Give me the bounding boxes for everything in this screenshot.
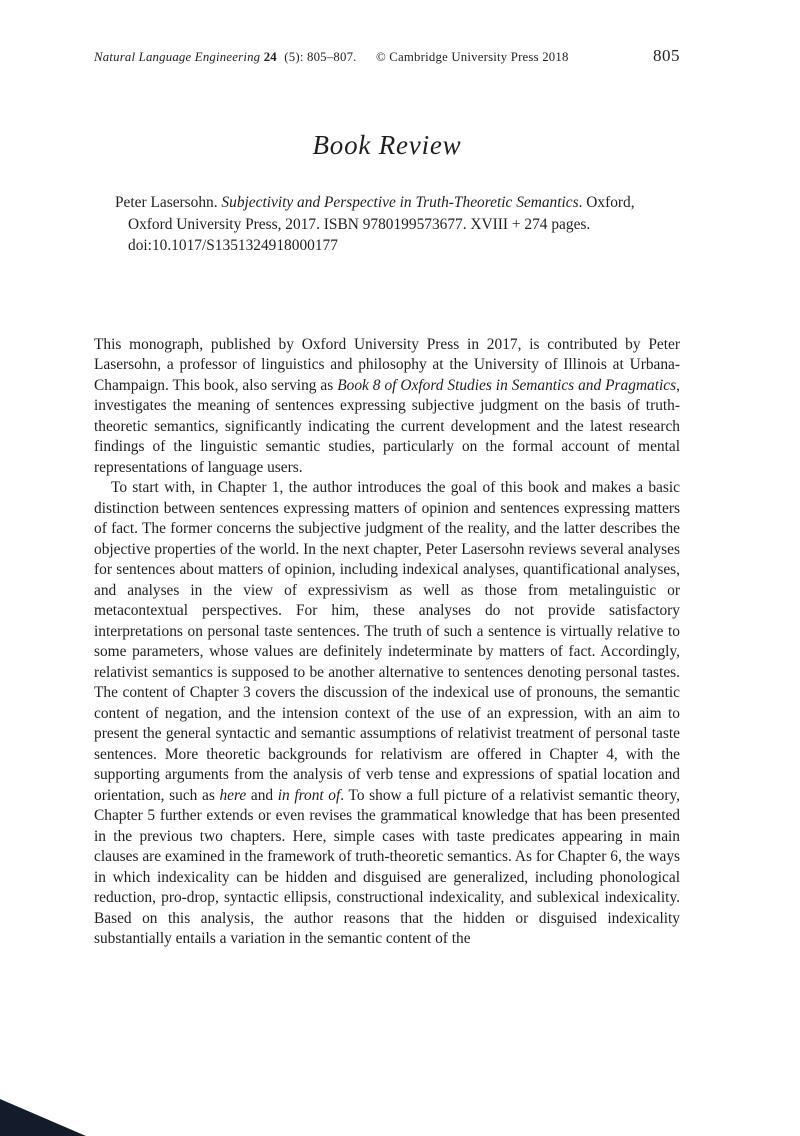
- copyright-notice: © Cambridge University Press 2018: [375, 50, 569, 64]
- journal-citation-line: [94, 50, 569, 65]
- journal-name: Natural Language Engineering: [94, 50, 261, 64]
- article-title: Book Review: [312, 130, 462, 160]
- text-segment: To start with, in Chapter 1, the author introduces the goal of this book and makes a basic distinction between sentences expressing matters of opinion and sentences expressing matters of fact. The former concerns the subjective judgment of the reality, and the latter describes the objective properties of the world. In the next chapter, Peter Lasersohn reviews several analyses for sentences about matters of opinion, including indexical analyses, quantificational analyses, and analyses in the view of expressivism as well as those from metalinguistic or metacontextual perspectives. For him, these analyses do not provide satisfactory interpretations on personal taste sentences. The truth of such a sentence is virtually relative to some parameters, whose values are definitely indeterminate by matters of fact. Accordingly, relativist semantics is supposed to be another alternative to sentences denoting personal tastes. The content of Chapter 3 covers the discussion of the indexical use of pronouns, the semantic content of negation, and the intension context of the use of an expression, with an aim to present the general syntactic and semantic assumptions of relativist treatment of personal taste sentences. More theoretic backgrounds for relativism are offered in Chapter 4, with the supporting arguments from the analysis of verb tense and expressions of spatial location and orientation, such as: [94, 479, 680, 804]
- book-citation: [115, 192, 673, 257]
- italic-text-segment: in front of: [277, 786, 341, 804]
- text-segment: Peter Lasersohn.: [115, 194, 222, 211]
- issue-pages: (5): 805–807.: [284, 50, 357, 64]
- text-segment: . To show a full picture of a relativist semantic theory, Chapter 5 further extends or even revises the grammatical knowledge that has been presented in the previous two chapters. Here, simple cases with taste predicates appearing in main clauses are examined in the framework of truth-theoretic semantics. As for Chapter 6, the ways in which indexicality can be hidden and disguised are generalized, including phonological reduction, pro-drop, syntactic ellipsis, constructional indexicality, and sublexical indexicality. Based on this analysis, the author reasons that the hidden or disguised indexicality substantially entails a variation in the semantic content of the: [94, 786, 680, 947]
- text-segment: This monograph, published by Oxford University Press in 2017, is contributed by Peter Lasersohn, a professor of linguistics and philosophy at the University of Illinois at Urbana-Champaign. This book, also serving as: [94, 335, 680, 394]
- italic-text-segment: Subjectivity and Perspective in Truth-Theoretic Semantics: [221, 194, 579, 211]
- italic-text-segment: Book 8 of Oxford Studies in Semantics and Pragmatics: [337, 376, 677, 394]
- page-number: 805: [653, 46, 680, 65]
- body-paragraph: [94, 335, 680, 479]
- text-segment: , investigates the meaning of sentences expressing subjective judgment on the basis of truth-theoretic semantics, significantly indicating the current development and the latest research findings of the linguistic semantic studies, particularly on the formal account of mental representations of language users.: [94, 376, 680, 476]
- volume-number: 24: [263, 50, 277, 64]
- running-head: [94, 46, 680, 66]
- text-segment: . Oxford, Oxford University Press, 2017. ISBN 9780199573677. XVIII + 274 pages. doi:10.1017/S1351324918000177: [128, 194, 635, 254]
- page-content: [94, 0, 680, 950]
- article-body: [94, 335, 680, 950]
- page-corner-fold-artifact: [0, 1099, 86, 1136]
- italic-text-segment: here: [219, 786, 247, 804]
- body-paragraph: [94, 478, 680, 950]
- text-segment: and: [246, 786, 278, 804]
